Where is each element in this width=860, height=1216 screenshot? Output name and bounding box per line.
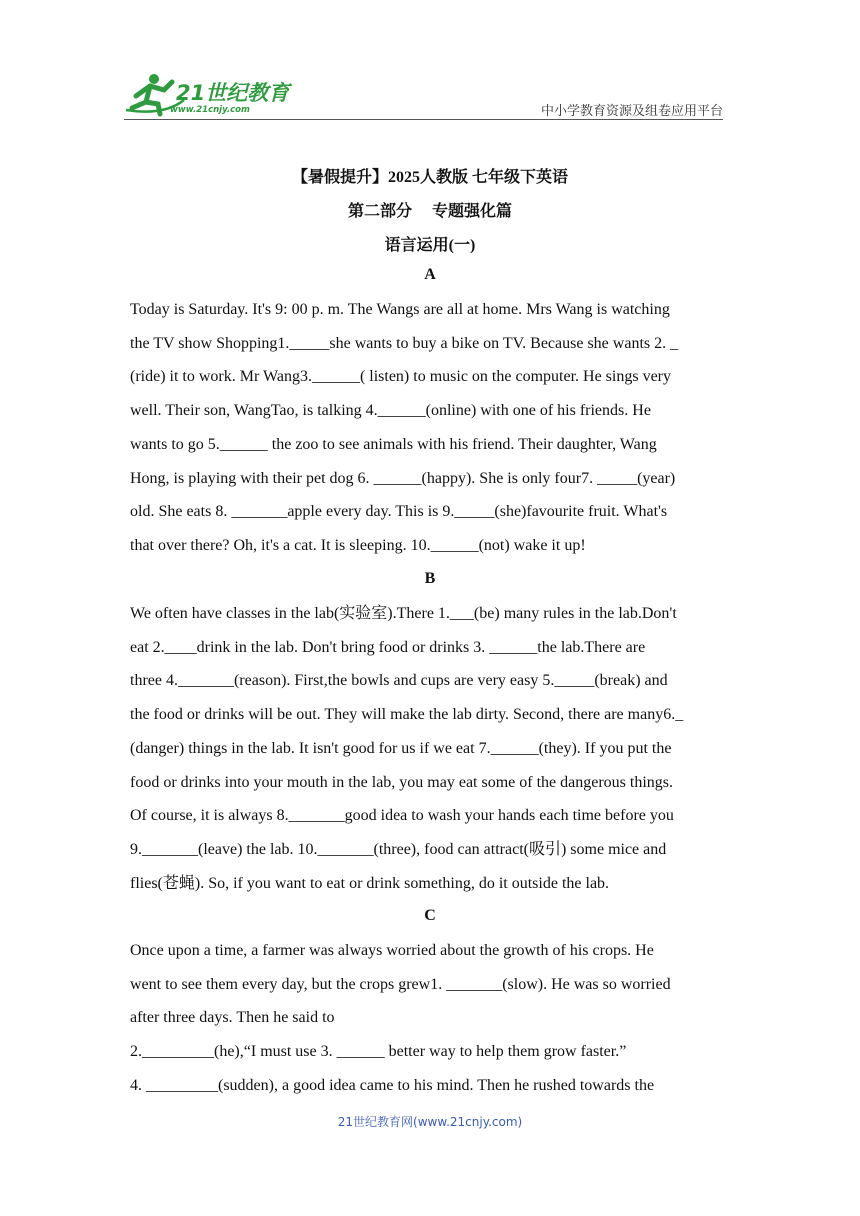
section-c-label: C xyxy=(424,907,436,924)
footer-text: 21世纪教育网(www.21cnjy.com) xyxy=(337,1115,523,1129)
passage-line: went to see them every day, but the crops grew1. _______(slow). He was so worried xyxy=(130,975,671,993)
header-divider xyxy=(124,119,723,120)
logo-url: www.21cnjy.com xyxy=(170,105,250,115)
doc-section-title: 语言运用(一) xyxy=(384,237,476,254)
platform-label: 中小学教育资源及组卷应用平台 xyxy=(540,104,723,119)
section-a-label: A xyxy=(424,266,436,283)
passage-line: eat 2.____drink in the lab. Don't bring food or drinks 3. ______the lab.There are xyxy=(130,638,646,656)
passage-line: after three days. Then he said to xyxy=(130,1009,335,1027)
section-b-passage xyxy=(130,597,732,900)
section-c-passage xyxy=(130,934,732,1103)
passage-line: that over there? Oh, it's a cat. It is sleeping. 10.______(not) wake it up! xyxy=(130,536,586,554)
passage-line: Of course, it is always 8._______good idea to wash your hands each time before you xyxy=(130,807,674,825)
passage-line: old. She eats 8. _______apple every day. This is 9._____(she)favourite fruit. What's xyxy=(130,503,668,521)
passage-line: Hong, is playing with their pet dog 6. ______(happy). She is only four7. _____(year) xyxy=(130,469,676,487)
passage-line: well. Their son, WangTao, is talking 4.______(online) with one of his friends. He xyxy=(130,402,651,420)
passage-line: three 4._______(reason). First,the bowls and cups are very easy 5._____(break) and xyxy=(130,672,668,690)
site-logo xyxy=(124,70,294,118)
section-a-passage xyxy=(130,293,732,563)
passage-line: flies(苍蝇). So, if you want to eat or drink something, do it outside the lab. xyxy=(130,874,610,892)
passage-line: wants to go 5.______ the zoo to see animals with his friend. Their daughter, Wang xyxy=(130,435,657,453)
passage-line: (danger) things in the lab. It isn't good for us if we eat 7.______(they). If you put the xyxy=(130,739,672,757)
passage-line: 9._______(leave) the lab. 10._______(three), food can attract(吸引) some mice and xyxy=(130,840,667,858)
section-b-label: B xyxy=(424,570,436,587)
doc-title: 【暑假提升】2025人教版 七年级下英语 xyxy=(291,169,568,186)
passage-line: (ride) it to work. Mr Wang3.______( listen) to music on the computer. He sings very xyxy=(130,368,671,386)
passage-line: the food or drinks will be out. They will make the lab dirty. Second, there are many6._ xyxy=(130,706,684,724)
passage-line: 2._________(he),“I must use 3. ______ better way to help them grow faster.” xyxy=(130,1043,627,1061)
passage-line: Once upon a time, a farmer was always worried about the growth of his crops. He xyxy=(130,942,654,959)
doc-subtitle: 第二部分 专题强化篇 xyxy=(347,203,512,220)
logo-text: 21世纪教育 xyxy=(176,81,290,105)
passage-line: 4. _________(sudden), a good idea came to his mind. Then he rushed towards the xyxy=(130,1076,655,1094)
passage-line: food or drinks into your mouth in the lab, you may eat some of the dangerous things. xyxy=(130,773,674,791)
passage-line: We often have classes in the lab(实验室).There 1.___(be) many rules in the lab.Don't xyxy=(130,605,677,622)
passage-line: the TV show Shopping1._____she wants to buy a bike on TV. Because she wants 2. _ xyxy=(130,334,679,352)
passage-line: Today is Saturday. It's 9: 00 p. m. The Wangs are all at home. Mrs Wang is watching xyxy=(130,301,670,318)
